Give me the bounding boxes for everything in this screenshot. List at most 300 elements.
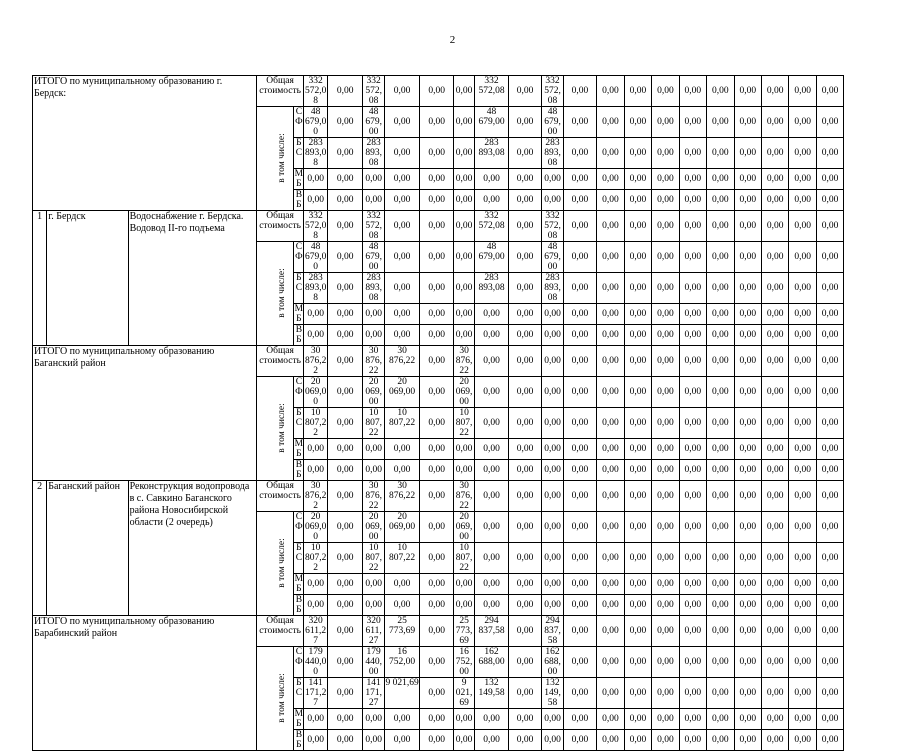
value-cell: 25 773,69 bbox=[384, 616, 420, 647]
value-cell: 0,00 bbox=[563, 325, 597, 346]
value-cell: 0,00 bbox=[652, 439, 679, 460]
value-cell: 0,00 bbox=[816, 709, 843, 730]
value-cell: 0,00 bbox=[542, 408, 563, 439]
value-cell: 0,00 bbox=[453, 730, 474, 751]
value-cell: 0,00 bbox=[597, 595, 624, 616]
value-cell: 0,00 bbox=[789, 211, 816, 242]
value-cell: 10 807,22 bbox=[363, 543, 384, 574]
table-row bbox=[33, 616, 872, 647]
value-cell: 0,00 bbox=[597, 242, 624, 273]
value-cell: 0,00 bbox=[304, 595, 327, 616]
value-cell: 0,00 bbox=[420, 460, 454, 481]
value-cell: 48 679,00 bbox=[542, 107, 563, 138]
financing-source: МБ bbox=[294, 439, 304, 459]
value-cell: 0,00 bbox=[707, 408, 734, 439]
value-cell: 0,00 bbox=[734, 481, 761, 512]
value-cell: 0,00 bbox=[453, 76, 474, 107]
value-cell: 0,00 bbox=[816, 439, 843, 460]
value-cell: 0,00 bbox=[652, 460, 679, 481]
value-cell: 0,00 bbox=[475, 709, 509, 730]
value-cell: 0,00 bbox=[652, 730, 679, 751]
value-cell: 0,00 bbox=[563, 242, 597, 273]
value-cell: 0,00 bbox=[597, 169, 624, 190]
item-object: Водоснабжение г. Бердска. Водовод II-го подъема bbox=[128, 211, 256, 346]
financing-table bbox=[32, 75, 872, 751]
value-cell: 48 679,00 bbox=[304, 107, 327, 137]
value-cell: 0,00 bbox=[816, 574, 843, 595]
value-cell: 0,00 bbox=[624, 439, 651, 460]
value-cell: 0,00 bbox=[707, 460, 734, 481]
value-cell: 0,00 bbox=[508, 211, 542, 242]
value-cell: 0,00 bbox=[420, 678, 454, 709]
value-cell: 0,00 bbox=[624, 408, 651, 439]
value-cell: 0,00 bbox=[475, 377, 509, 408]
value-cell: 0,00 bbox=[624, 138, 651, 169]
value-cell: 0,00 bbox=[816, 730, 843, 751]
value-cell: 0,00 bbox=[789, 512, 816, 543]
value-cell: 0,00 bbox=[624, 273, 651, 304]
value-cell: 0,00 bbox=[652, 574, 679, 595]
financing-source: БС bbox=[294, 543, 304, 574]
value-cell: 0,00 bbox=[327, 512, 363, 543]
value-cell: 0,00 bbox=[327, 709, 363, 730]
value-cell: 0,00 bbox=[789, 304, 816, 325]
value-cell: 0,00 bbox=[327, 616, 363, 647]
value-cell: 0,00 bbox=[652, 543, 679, 574]
value-cell: 0,00 bbox=[453, 439, 474, 460]
value-cell: 20 069,00 bbox=[363, 377, 384, 408]
value-cell: 20 069,00 bbox=[384, 512, 420, 543]
value-cell: 20 069,00 bbox=[453, 512, 474, 543]
value-cell: 0,00 bbox=[652, 304, 679, 325]
group-total-label: ИТОГО по муниципальному образованию Барабинский район bbox=[33, 616, 257, 751]
value-cell: 0,00 bbox=[707, 273, 734, 304]
sub-label bbox=[256, 242, 294, 346]
value-cell: 0,00 bbox=[508, 574, 542, 595]
value-cell: 0,00 bbox=[789, 730, 816, 751]
value-cell: 0,00 bbox=[816, 325, 843, 346]
value-cell: 0,00 bbox=[707, 616, 734, 647]
value-cell: 0,00 bbox=[542, 190, 563, 211]
value-cell: 332 572,08 bbox=[475, 76, 509, 107]
value-cell: 0,00 bbox=[624, 678, 651, 709]
value-cell: 0,00 bbox=[453, 107, 474, 138]
value-cell: 0,00 bbox=[327, 304, 363, 325]
value-cell: 0,00 bbox=[475, 460, 509, 481]
value-cell: 332 572,08 bbox=[475, 211, 509, 242]
value-cell: 0,00 bbox=[475, 408, 509, 439]
value-cell: 0,00 bbox=[597, 273, 624, 304]
value-cell: 332 572,08 bbox=[542, 76, 563, 107]
value-cell: 0,00 bbox=[597, 346, 624, 377]
value-cell: 0,00 bbox=[542, 377, 563, 408]
value-cell: 0,00 bbox=[508, 678, 542, 709]
value-cell: 0,00 bbox=[542, 439, 563, 460]
value-cell: 0,00 bbox=[384, 190, 420, 211]
value-cell: 0,00 bbox=[508, 709, 542, 730]
value-cell: 0,00 bbox=[420, 138, 454, 169]
value-cell: 0,00 bbox=[679, 460, 706, 481]
value-cell: 0,00 bbox=[453, 169, 474, 190]
value-cell: 0,00 bbox=[508, 408, 542, 439]
value-cell: 0,00 bbox=[679, 325, 706, 346]
value-cell: 0,00 bbox=[734, 304, 761, 325]
value-cell: 30 876,22 bbox=[453, 481, 474, 512]
value-cell: 0,00 bbox=[624, 574, 651, 595]
item-object: Реконструкция водопровода в с. Савкино Баганского района Новосибирской области (2 очередь) bbox=[128, 481, 256, 616]
value-cell: 0,00 bbox=[327, 408, 363, 439]
value-cell: 0,00 bbox=[652, 408, 679, 439]
value-cell: 25 773,69 bbox=[453, 616, 474, 647]
value-cell: 283 893,08 bbox=[304, 273, 327, 303]
value-cell: 0,00 bbox=[453, 211, 474, 242]
value-cell: 0,00 bbox=[679, 273, 706, 304]
value-cell: 0,00 bbox=[563, 273, 597, 304]
value-cell: 0,00 bbox=[816, 408, 843, 439]
value-cell: 0,00 bbox=[563, 211, 597, 242]
value-cell: 0,00 bbox=[761, 346, 788, 377]
value-cell: 0,00 bbox=[679, 574, 706, 595]
value-cell: 0,00 bbox=[508, 107, 542, 138]
value-cell: 0,00 bbox=[734, 730, 761, 751]
value-cell: 0,00 bbox=[363, 460, 384, 481]
value-cell: 0,00 bbox=[363, 439, 384, 460]
value-cell: 0,00 bbox=[597, 512, 624, 543]
value-cell: 0,00 bbox=[652, 709, 679, 730]
value-cell: 0,00 bbox=[789, 439, 816, 460]
value-cell: 0,00 bbox=[816, 107, 843, 138]
value-cell: 0,00 bbox=[475, 512, 509, 543]
value-cell: 320 611,27 bbox=[305, 616, 327, 646]
value-cell: 0,00 bbox=[508, 512, 542, 543]
value-cell: 0,00 bbox=[363, 325, 384, 346]
value-cell: 0,00 bbox=[679, 408, 706, 439]
value-cell: 0,00 bbox=[734, 242, 761, 273]
value-cell: 0,00 bbox=[304, 460, 327, 481]
value-cell: 0,00 bbox=[679, 512, 706, 543]
value-cell: 0,00 bbox=[542, 543, 563, 574]
value-cell: 0,00 bbox=[453, 138, 474, 169]
value-cell: 0,00 bbox=[707, 647, 734, 678]
value-cell: 0,00 bbox=[789, 325, 816, 346]
value-cell: 30 876,22 bbox=[453, 346, 474, 377]
value-cell: 0,00 bbox=[508, 616, 542, 647]
value-cell: 0,00 bbox=[707, 709, 734, 730]
value-cell: 0,00 bbox=[453, 574, 474, 595]
value-cell: 0,00 bbox=[761, 730, 788, 751]
value-cell: 0,00 bbox=[624, 647, 651, 678]
value-cell: 0,00 bbox=[624, 325, 651, 346]
value-cell: 0,00 bbox=[597, 138, 624, 169]
value-cell: 162 688,00 bbox=[542, 647, 563, 678]
value-cell: 0,00 bbox=[624, 460, 651, 481]
value-cell: 0,00 bbox=[597, 616, 624, 647]
value-cell: 0,00 bbox=[734, 377, 761, 408]
value-cell: 332 572,08 bbox=[304, 211, 327, 241]
value-cell: 0,00 bbox=[597, 211, 624, 242]
value-cell: 0,00 bbox=[542, 709, 563, 730]
value-cell: 0,00 bbox=[453, 595, 474, 616]
value-cell: 0,00 bbox=[475, 304, 509, 325]
value-cell: 179 440,00 bbox=[304, 647, 327, 677]
value-cell: 0,00 bbox=[597, 190, 624, 211]
value-cell: 0,00 bbox=[420, 709, 454, 730]
value-cell: 0,00 bbox=[761, 647, 788, 678]
value-cell: 20 069,00 bbox=[363, 512, 384, 543]
group-total-label: ИТОГО по муниципальному образованию Баганский район bbox=[33, 346, 257, 481]
value-cell: 0,00 bbox=[563, 574, 597, 595]
value-cell: 0,00 bbox=[734, 678, 761, 709]
value-cell: 0,00 bbox=[508, 647, 542, 678]
value-cell: 0,00 bbox=[679, 169, 706, 190]
sub-label-text: в том числе: bbox=[276, 268, 287, 319]
value-cell: 0,00 bbox=[542, 595, 563, 616]
value-cell: 30 876,22 bbox=[384, 346, 420, 377]
value-cell: 0,00 bbox=[542, 574, 563, 595]
value-cell: 0,00 bbox=[761, 273, 788, 304]
value-cell: 0,00 bbox=[761, 190, 788, 211]
value-cell: 0,00 bbox=[563, 730, 597, 751]
table-row bbox=[33, 211, 872, 242]
value-cell: 0,00 bbox=[327, 647, 363, 678]
value-cell: 0,00 bbox=[508, 481, 542, 512]
value-cell: 0,00 bbox=[624, 512, 651, 543]
value-cell: 0,00 bbox=[420, 616, 454, 647]
value-cell: 0,00 bbox=[563, 460, 597, 481]
value-cell: 0,00 bbox=[597, 107, 624, 138]
value-cell: 0,00 bbox=[707, 169, 734, 190]
value-cell: 0,00 bbox=[734, 709, 761, 730]
financing-source: МБ bbox=[294, 169, 304, 189]
financing-source-total: Общая стоимость bbox=[256, 481, 304, 512]
value-cell: 0,00 bbox=[563, 616, 597, 647]
value-cell: 0,00 bbox=[624, 190, 651, 211]
value-cell: 16 752,00 bbox=[384, 647, 420, 678]
value-cell: 0,00 bbox=[679, 616, 706, 647]
value-cell: 332 572,08 bbox=[542, 211, 563, 242]
value-cell: 0,00 bbox=[475, 346, 509, 377]
value-cell: 0,00 bbox=[327, 190, 363, 211]
financing-source: БС bbox=[294, 138, 304, 169]
item-district: г. Бердск bbox=[47, 211, 128, 346]
value-cell: 0,00 bbox=[420, 543, 454, 574]
financing-source: СФ bbox=[294, 377, 304, 408]
table-row bbox=[33, 346, 872, 377]
value-cell: 0,00 bbox=[734, 169, 761, 190]
sub-label-text: в том числе: bbox=[276, 673, 287, 724]
value-cell: 48 679,00 bbox=[304, 242, 327, 272]
value-cell: 0,00 bbox=[363, 709, 384, 730]
value-cell: 0,00 bbox=[563, 408, 597, 439]
value-cell: 0,00 bbox=[624, 543, 651, 574]
value-cell: 20 069,00 bbox=[453, 377, 474, 408]
value-cell: 0,00 bbox=[327, 574, 363, 595]
value-cell: 0,00 bbox=[624, 76, 651, 107]
value-cell: 0,00 bbox=[734, 595, 761, 616]
value-cell: 0,00 bbox=[761, 543, 788, 574]
value-cell: 0,00 bbox=[420, 304, 454, 325]
value-cell: 0,00 bbox=[734, 616, 761, 647]
value-cell: 0,00 bbox=[816, 616, 843, 647]
financing-source: МБ bbox=[294, 709, 304, 729]
value-cell: 0,00 bbox=[816, 273, 843, 304]
value-cell: 0,00 bbox=[734, 325, 761, 346]
value-cell: 0,00 bbox=[707, 346, 734, 377]
value-cell: 0,00 bbox=[816, 543, 843, 574]
value-cell: 0,00 bbox=[420, 647, 454, 678]
financing-source-total: Общая стоимость bbox=[256, 616, 304, 647]
value-cell: 0,00 bbox=[597, 304, 624, 325]
value-cell: 283 893,08 bbox=[363, 138, 384, 169]
value-cell: 0,00 bbox=[475, 481, 509, 512]
value-cell: 0,00 bbox=[508, 325, 542, 346]
value-cell: 0,00 bbox=[652, 325, 679, 346]
value-cell: 0,00 bbox=[563, 709, 597, 730]
value-cell: 0,00 bbox=[761, 242, 788, 273]
value-cell: 0,00 bbox=[508, 543, 542, 574]
value-cell: 283 893,08 bbox=[304, 138, 327, 168]
value-cell: 0,00 bbox=[761, 678, 788, 709]
value-cell: 0,00 bbox=[761, 211, 788, 242]
value-cell: 16 752,00 bbox=[453, 647, 474, 678]
value-cell: 0,00 bbox=[384, 169, 420, 190]
value-cell: 0,00 bbox=[789, 242, 816, 273]
value-cell: 0,00 bbox=[816, 211, 843, 242]
value-cell: 0,00 bbox=[420, 211, 454, 242]
value-cell: 0,00 bbox=[563, 647, 597, 678]
value-cell: 0,00 bbox=[789, 138, 816, 169]
value-cell: 0,00 bbox=[420, 730, 454, 751]
value-cell: 0,00 bbox=[508, 346, 542, 377]
table-row bbox=[33, 481, 872, 512]
value-cell: 10 807,22 bbox=[384, 543, 420, 574]
value-cell: 0,00 bbox=[304, 325, 327, 346]
value-cell: 283 893,08 bbox=[475, 138, 509, 169]
value-cell: 0,00 bbox=[508, 439, 542, 460]
value-cell: 0,00 bbox=[707, 595, 734, 616]
value-cell: 0,00 bbox=[761, 574, 788, 595]
value-cell: 0,00 bbox=[327, 325, 363, 346]
value-cell: 283 893,08 bbox=[542, 138, 563, 169]
value-cell: 0,00 bbox=[734, 647, 761, 678]
value-cell: 0,00 bbox=[816, 678, 843, 709]
item-district: Баганский район bbox=[47, 481, 128, 616]
value-cell: 0,00 bbox=[508, 730, 542, 751]
value-cell: 0,00 bbox=[652, 678, 679, 709]
value-cell: 0,00 bbox=[327, 346, 363, 377]
value-cell: 20 069,00 bbox=[304, 512, 327, 542]
financing-source: МБ bbox=[294, 304, 304, 324]
value-cell: 0,00 bbox=[304, 730, 327, 751]
value-cell: 0,00 bbox=[420, 408, 454, 439]
value-cell: 0,00 bbox=[420, 346, 454, 377]
value-cell: 0,00 bbox=[563, 377, 597, 408]
value-cell: 0,00 bbox=[761, 512, 788, 543]
value-cell: 30 876,22 bbox=[304, 481, 327, 511]
value-cell: 141 171,27 bbox=[363, 678, 384, 709]
value-cell: 0,00 bbox=[420, 169, 454, 190]
value-cell: 0,00 bbox=[327, 678, 363, 709]
value-cell: 0,00 bbox=[816, 377, 843, 408]
value-cell: 0,00 bbox=[734, 190, 761, 211]
value-cell: 0,00 bbox=[652, 647, 679, 678]
value-cell: 0,00 bbox=[789, 346, 816, 377]
value-cell: 0,00 bbox=[624, 616, 651, 647]
value-cell: 0,00 bbox=[707, 107, 734, 138]
value-cell: 0,00 bbox=[624, 242, 651, 273]
value-cell: 0,00 bbox=[816, 138, 843, 169]
value-cell: 0,00 bbox=[679, 595, 706, 616]
value-cell: 0,00 bbox=[304, 190, 327, 211]
sub-label-text: в том числе: bbox=[276, 538, 287, 589]
value-cell: 0,00 bbox=[652, 512, 679, 543]
value-cell: 0,00 bbox=[363, 730, 384, 751]
value-cell: 0,00 bbox=[508, 304, 542, 325]
value-cell: 10 807,22 bbox=[453, 408, 474, 439]
value-cell: 0,00 bbox=[624, 169, 651, 190]
value-cell: 0,00 bbox=[475, 439, 509, 460]
value-cell: 0,00 bbox=[597, 377, 624, 408]
value-cell: 0,00 bbox=[327, 439, 363, 460]
value-cell: 9 021,69 bbox=[384, 678, 420, 709]
value-cell: 0,00 bbox=[734, 76, 761, 107]
value-cell: 0,00 bbox=[508, 190, 542, 211]
financing-source: ВБ bbox=[295, 190, 303, 210]
value-cell: 0,00 bbox=[597, 439, 624, 460]
value-cell: 0,00 bbox=[304, 709, 327, 730]
value-cell: 0,00 bbox=[563, 138, 597, 169]
sub-label bbox=[256, 107, 294, 211]
value-cell: 0,00 bbox=[652, 138, 679, 169]
value-cell: 0,00 bbox=[508, 595, 542, 616]
value-cell: 0,00 bbox=[475, 325, 509, 346]
value-cell: 0,00 bbox=[384, 595, 420, 616]
value-cell: 0,00 bbox=[816, 647, 843, 678]
value-cell: 0,00 bbox=[420, 512, 454, 543]
value-cell: 0,00 bbox=[327, 138, 363, 169]
value-cell: 48 679,00 bbox=[363, 242, 384, 273]
value-cell: 0,00 bbox=[563, 346, 597, 377]
value-cell: 0,00 bbox=[789, 460, 816, 481]
value-cell: 0,00 bbox=[734, 211, 761, 242]
financing-source: МБ bbox=[294, 574, 304, 594]
value-cell: 0,00 bbox=[363, 190, 384, 211]
value-cell: 0,00 bbox=[327, 460, 363, 481]
value-cell: 141 171,27 bbox=[304, 678, 327, 708]
value-cell: 0,00 bbox=[327, 242, 363, 273]
value-cell: 0,00 bbox=[761, 377, 788, 408]
value-cell: 0,00 bbox=[624, 377, 651, 408]
value-cell: 0,00 bbox=[597, 481, 624, 512]
financing-source: СФ bbox=[294, 512, 304, 543]
value-cell: 0,00 bbox=[789, 543, 816, 574]
value-cell: 0,00 bbox=[734, 107, 761, 138]
value-cell: 0,00 bbox=[761, 595, 788, 616]
value-cell: 294 837,58 bbox=[475, 616, 509, 647]
value-cell: 48 679,00 bbox=[542, 242, 563, 273]
value-cell: 0,00 bbox=[652, 616, 679, 647]
value-cell: 0,00 bbox=[679, 678, 706, 709]
value-cell: 0,00 bbox=[363, 574, 384, 595]
value-cell: 283 893,08 bbox=[363, 273, 384, 304]
value-cell: 0,00 bbox=[707, 242, 734, 273]
value-cell: 0,00 bbox=[475, 169, 509, 190]
value-cell: 0,00 bbox=[761, 169, 788, 190]
value-cell: 0,00 bbox=[384, 76, 420, 107]
value-cell: 0,00 bbox=[508, 169, 542, 190]
value-cell: 0,00 bbox=[327, 169, 363, 190]
financing-source-total: Общая стоимость bbox=[256, 211, 304, 242]
